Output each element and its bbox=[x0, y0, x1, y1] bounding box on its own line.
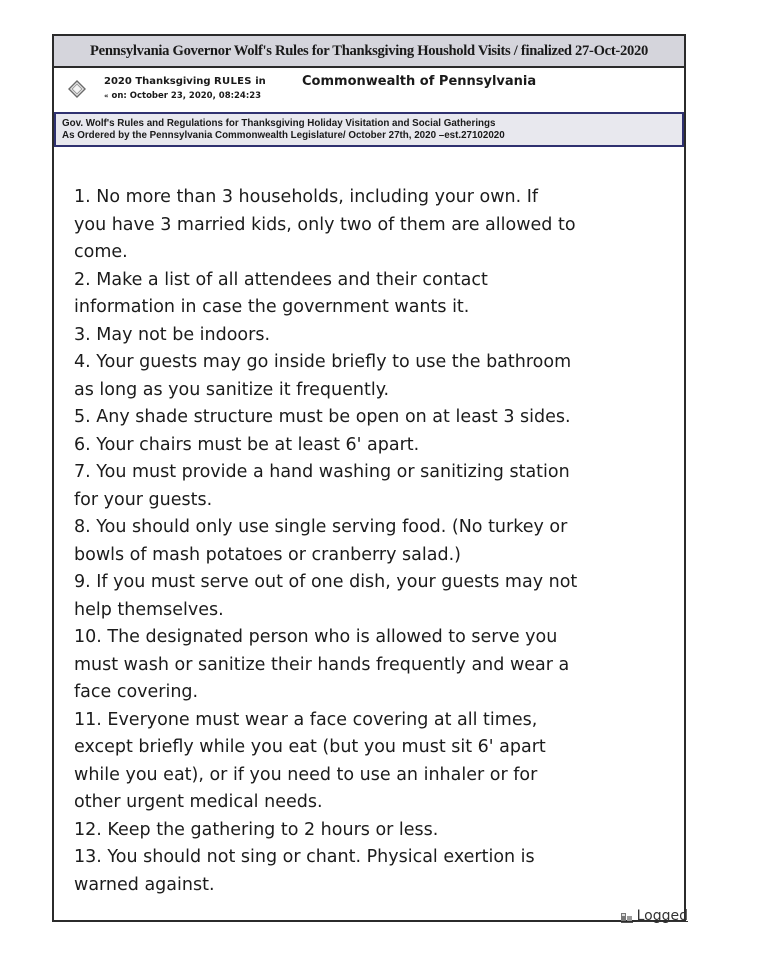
rule-item: 10. The designated person who is allowed to serve you must wash or sanitize their hands frequently and wear a face covering. bbox=[74, 627, 570, 702]
rule-item: 7. You must provide a hand washing or sanitizing station for your guests. bbox=[74, 462, 570, 510]
rule-item: 1. No more than 3 households, including your own. If you have 3 married kids, only two of them are allowed to come. bbox=[74, 187, 576, 262]
thread-title-bar bbox=[54, 36, 684, 68]
thread-title[interactable]: Pennsylvania Governor Wolf's Rules for Thanksgiving Houshold Visits / finalized 27-Oct-2020 bbox=[90, 42, 648, 59]
rule-item: 2. Make a list of all attendees and their contact information in case the government wants it. bbox=[74, 269, 488, 317]
rule-item: 8. You should only use single serving food. (No turkey or bowls of mash potatoes or cranberry salad.) bbox=[74, 517, 568, 565]
rule-item: 5. Any shade structure must be open on at least 3 sides. bbox=[74, 407, 571, 427]
topic-prefix: 2020 Thanksgiving bbox=[104, 76, 211, 87]
rule-item: 11. Everyone must wear a face covering at all times, except briefly while you eat (but you must sit 6' apart while you eat), or if you need to use an inhaler or for other urgent medical needs. bbox=[74, 709, 546, 812]
notice-line-1: Gov. Wolf's Rules and Regulations for Thanksgiving Holiday Visitation and Social Gatherings bbox=[62, 118, 496, 129]
post-header bbox=[54, 68, 684, 112]
topic-in-word: in bbox=[255, 76, 266, 87]
logged-label: Logged bbox=[636, 908, 688, 924]
post-topic[interactable] bbox=[104, 76, 266, 87]
forum-post-frame bbox=[52, 34, 686, 922]
rule-item: 13. You should not sing or chant. Physical exertion is warned against. bbox=[74, 847, 535, 895]
logged-user-icon bbox=[620, 911, 634, 924]
post-body bbox=[74, 184, 684, 899]
board-link[interactable]: Commonwealth of Pennsylvania bbox=[302, 74, 537, 89]
date-arrow-icon: « bbox=[104, 92, 109, 100]
notice-box bbox=[54, 112, 684, 147]
notice-line-2: As Ordered by the Pennsylvania Commonwealth Legislature/ October 27th, 2020 –est.27102020 bbox=[62, 130, 505, 141]
diamond-post-icon bbox=[68, 80, 86, 98]
post-date bbox=[104, 91, 261, 101]
rule-item: 3. May not be indoors. bbox=[74, 324, 271, 345]
topic-rules-word: RULES bbox=[214, 76, 252, 87]
rule-item: 12. Keep the gathering to 2 hours or less. bbox=[74, 819, 439, 840]
rule-item: 4. Your guests may go inside briefly to use the bathroom as long as you sanitize it frequently. bbox=[74, 352, 572, 400]
rule-item: 9. If you must serve out of one dish, your guests may not help themselves. bbox=[74, 572, 578, 620]
rule-item: 6. Your chairs must be at least 6' apart. bbox=[74, 434, 420, 455]
logged-indicator[interactable] bbox=[620, 908, 688, 924]
post-date-text: on: October 23, 2020, 08:24:23 bbox=[111, 91, 262, 101]
